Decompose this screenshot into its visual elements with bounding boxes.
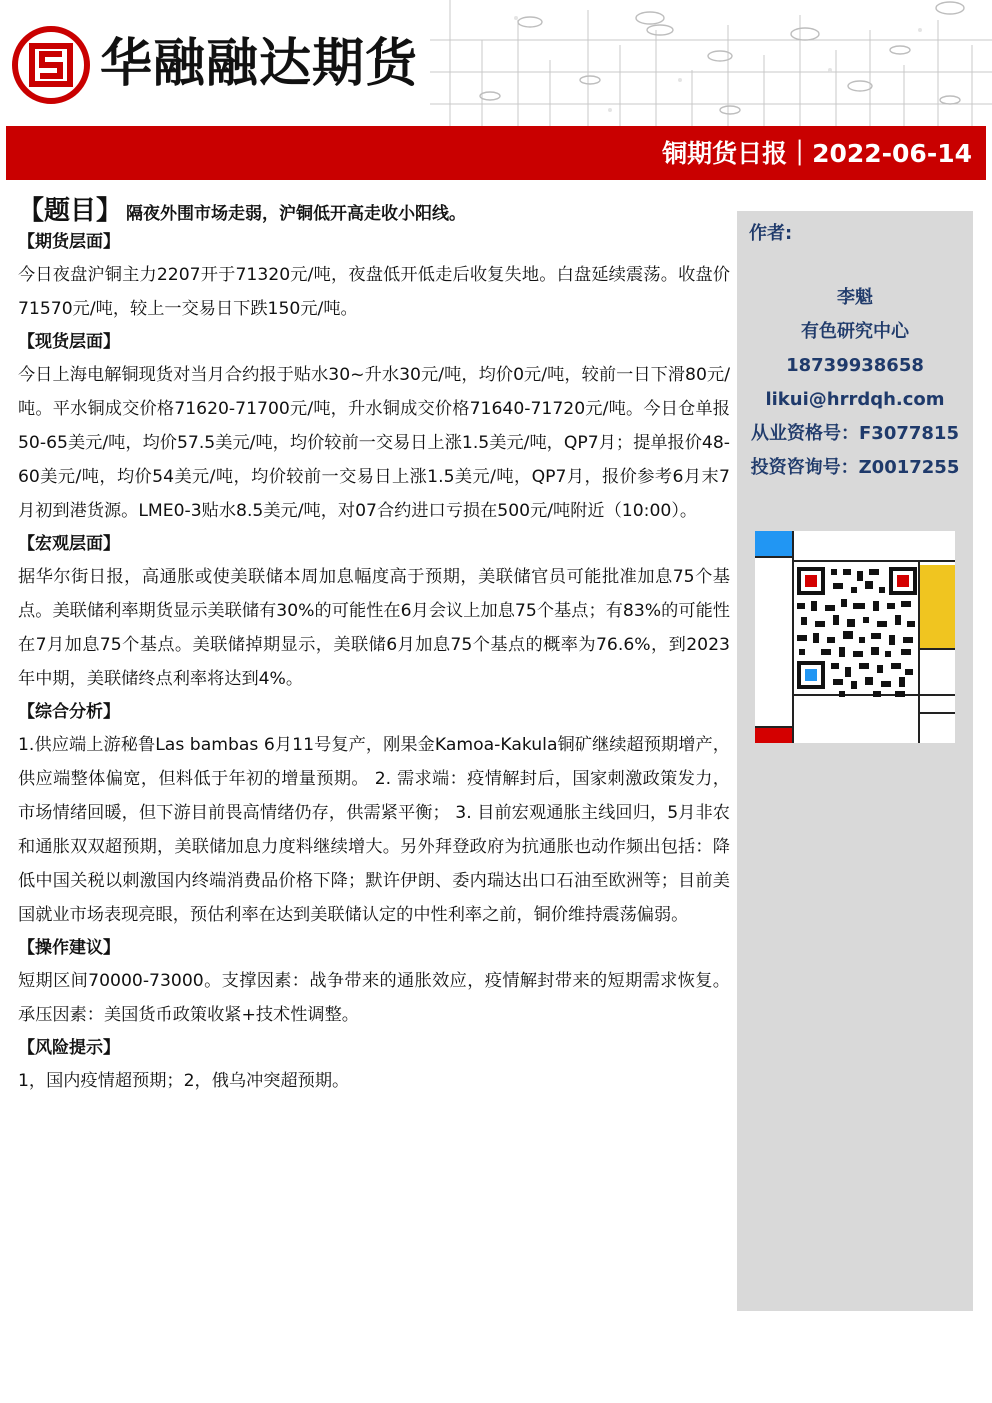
- section-advice: [18, 932, 730, 1032]
- topic-label: 【题目】: [18, 196, 123, 226]
- author-label: 作者:: [749, 223, 793, 244]
- section-title: 【期货层面】: [18, 232, 120, 252]
- author-consulting-number: 投资咨询号：Z0017255: [750, 457, 960, 478]
- section-body: 1.供应端上游秘鲁Las bambas 6月11号复产，刚果金Kamoa-Kakula铜矿继续超预期增产，供应端整体偏宽，但料低于年初的增量预期。 2. 需求端：疫情解封后，国家刺激政策发力，市场情绪回暖，但下游目前畏高情绪仍存，供需紧平衡； 3. 目前宏观通胀主线回归，5月非农和通胀双双超预期，美联储加息力度料继续增大。另外拜登政府为抗通胀也动作频出包括：降低中国关税以刺激国内终端消费品价格下降；默许伊朗、委内瑞达出口石油至欧洲等；目前美国就业市场表现亮眼，预估利率在达到美联储认定的中性利率之前，铜价维持震荡偏弱。: [18, 735, 730, 925]
- author-department: 有色研究中心: [801, 321, 909, 342]
- section-futures: [18, 226, 730, 326]
- report-title-band: [6, 126, 986, 180]
- author-name: 李魁: [837, 287, 873, 308]
- qr-code-icon[interactable]: [755, 531, 955, 743]
- section-body: 1，国内疫情超预期；2，俄乌冲突超预期。: [18, 1071, 350, 1091]
- company-logo-icon: [12, 26, 90, 104]
- section-macro: [18, 528, 730, 696]
- section-body: 短期区间70000-73000。支撑因素：战争带来的通胀效应，疫情解封带来的短期需求恢复。承压因素：美国货币政策收紧+技术性调整。: [18, 971, 730, 1025]
- topic-text: 隔夜外围市场走弱，沪铜低开高走收小阳线。: [126, 204, 467, 224]
- section-spot: [18, 326, 730, 528]
- page-header: [0, 0, 992, 182]
- section-analysis: [18, 696, 730, 932]
- section-title: 【综合分析】: [18, 702, 120, 722]
- author-phone: 18739938658: [786, 355, 924, 376]
- author-email[interactable]: likui@hrrdqh.com: [765, 389, 945, 410]
- brand-name: 华融融达期货: [100, 34, 419, 94]
- section-body: 今日夜盘沪铜主力2207开于71320元/吨，夜盘低开低走后收复失地。白盘延续震荡。收盘价71570元/吨，较上一交易日下跌150元/吨。: [18, 265, 730, 319]
- section-risk: [18, 1032, 730, 1098]
- section-title: 【宏观层面】: [18, 534, 120, 554]
- report-body: [18, 190, 730, 1098]
- author-info: [737, 281, 973, 485]
- section-title: 【风险提示】: [18, 1038, 120, 1058]
- section-body: 据华尔街日报，高通胀或使美联储本周加息幅度高于预期，美联储官员可能批准加息75个基点。美联储利率期货显示美联储有30%的可能性在6月会议上加息75个基点；有83%的可能性在7月加息75个基点。美联储掉期显示，美联储6月加息75个基点的概率为76.6%，到2023年中期，美联储终点利率将达到4%。: [18, 567, 730, 689]
- header-decoration: [430, 0, 992, 126]
- report-title: 铜期货日报｜2022-06-14: [662, 139, 972, 168]
- section-title: 【现货层面】: [18, 332, 120, 352]
- section-body: 今日上海电解铜现货对当月合约报于贴水30~升水30元/吨，均价0元/吨，较前一日下滑80元/吨。平水铜成交价格71620-71700元/吨，升水铜成交价格71640-71720元/吨。今日仓单报50-65美元/吨，均价57.5美元/吨，均价较前一交易日上涨1.5美元/吨，QP7月；提单报价48-60美元/吨，均价54美元/吨，均价较前一交易日上涨1.5美元/吨，QP7月，报价参考6月末7月初到港货源。LME0-3贴水8.5美元/吨，对07合约进口亏损在500元/吨附近（10:00）。: [18, 365, 730, 521]
- author-qualification-number: 从业资格号：F3077815: [751, 423, 959, 444]
- author-sidebar: [737, 211, 973, 1311]
- topic-row: [18, 190, 730, 226]
- section-title: 【操作建议】: [18, 938, 120, 958]
